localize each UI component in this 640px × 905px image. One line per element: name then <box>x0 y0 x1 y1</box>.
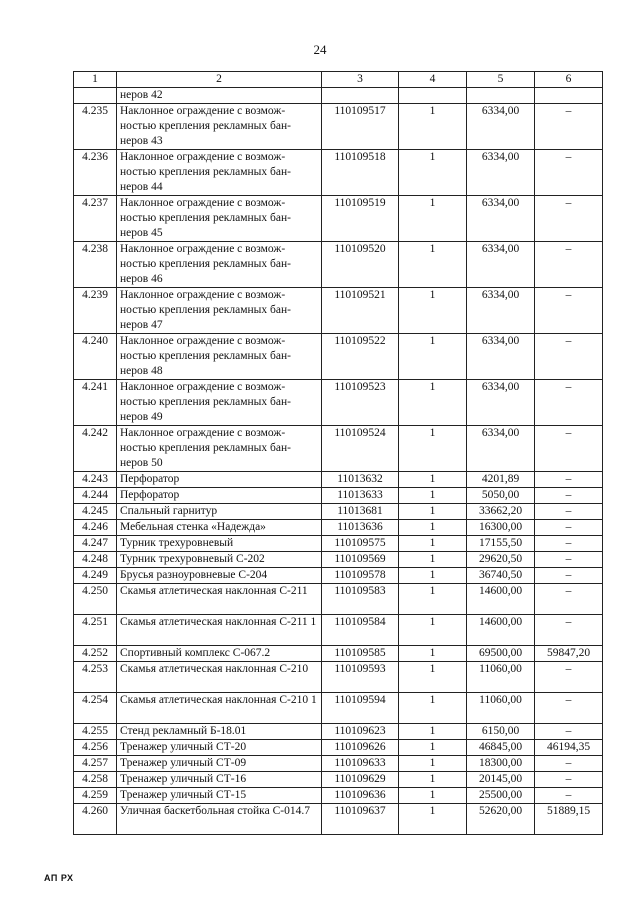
cell-inventory-number: 110109578 <box>322 568 399 584</box>
cell-residual-value: – <box>535 615 603 646</box>
cell-inventory-number: 110109522 <box>322 334 399 380</box>
cell-name: Турник трехуровневый <box>117 536 322 552</box>
cell-price: 46845,00 <box>467 740 535 756</box>
cell-quantity: 1 <box>399 380 467 426</box>
cell-number: 4.239 <box>74 288 117 334</box>
table-row <box>74 662 603 693</box>
cell-number: 4.251 <box>74 615 117 646</box>
table-row <box>74 242 603 288</box>
cell-inventory-number: 110109594 <box>322 693 399 724</box>
cell-name: Спальный гарнитур <box>117 504 322 520</box>
cell-price: 14600,00 <box>467 615 535 646</box>
cell-number: 4.249 <box>74 568 117 584</box>
table-row <box>74 288 603 334</box>
table-row <box>74 104 603 150</box>
cell-price: 6334,00 <box>467 196 535 242</box>
cell-number: 4.243 <box>74 472 117 488</box>
header-col-2: 2 <box>117 72 322 88</box>
cell-price: 25500,00 <box>467 788 535 804</box>
table-row <box>74 150 603 196</box>
cell-number: 4.257 <box>74 756 117 772</box>
cell-residual-value <box>535 88 603 104</box>
cell-residual-value: – <box>535 536 603 552</box>
table-row <box>74 520 603 536</box>
cell-name: Скамья атлетическая наклонная С-210 <box>117 662 322 693</box>
page-number: 24 <box>313 42 327 57</box>
cell-number: 4.235 <box>74 104 117 150</box>
cell-name: Наклонное ограждение с возмож-ностью крепления рекламных бан-неров 50 <box>117 426 322 472</box>
cell-residual-value: 59847,20 <box>535 646 603 662</box>
table-row <box>74 615 603 646</box>
cell-price: 4201,89 <box>467 472 535 488</box>
cell-number: 4.238 <box>74 242 117 288</box>
cell-residual-value: – <box>535 724 603 740</box>
cell-price: 14600,00 <box>467 584 535 615</box>
cell-residual-value: – <box>535 788 603 804</box>
cell-number: 4.237 <box>74 196 117 242</box>
cell-inventory-number: 110109626 <box>322 740 399 756</box>
table-row <box>74 646 603 662</box>
cell-residual-value: – <box>535 196 603 242</box>
cell-residual-value: – <box>535 662 603 693</box>
table-row <box>74 504 603 520</box>
cell-price: 69500,00 <box>467 646 535 662</box>
table-row <box>74 740 603 756</box>
table-row <box>74 804 603 835</box>
cell-name: Перфоратор <box>117 488 322 504</box>
cell-quantity: 1 <box>399 488 467 504</box>
table-row <box>74 196 603 242</box>
table-row <box>74 788 603 804</box>
cell-price: 29620,50 <box>467 552 535 568</box>
cell-residual-value: – <box>535 584 603 615</box>
cell-quantity: 1 <box>399 520 467 536</box>
cell-quantity: 1 <box>399 242 467 288</box>
cell-number: 4.247 <box>74 536 117 552</box>
cell-number: 4.246 <box>74 520 117 536</box>
cell-residual-value: – <box>535 104 603 150</box>
cell-name: Брусья разноуровневые С-204 <box>117 568 322 584</box>
cell-price: 11060,00 <box>467 662 535 693</box>
cell-number: 4.241 <box>74 380 117 426</box>
cell-quantity: 1 <box>399 646 467 662</box>
cell-residual-value: – <box>535 380 603 426</box>
table-row <box>74 724 603 740</box>
cell-residual-value: – <box>535 288 603 334</box>
cell-residual-value: – <box>535 334 603 380</box>
cell-price: 6334,00 <box>467 380 535 426</box>
table-row <box>74 488 603 504</box>
table-row <box>74 536 603 552</box>
cell-number: 4.255 <box>74 724 117 740</box>
cell-price: 6334,00 <box>467 242 535 288</box>
cell-quantity: 1 <box>399 568 467 584</box>
table-row <box>74 772 603 788</box>
cell-inventory-number: 110109629 <box>322 772 399 788</box>
cell-name: Стенд рекламный Б-18.01 <box>117 724 322 740</box>
header-col-4: 4 <box>399 72 467 88</box>
cell-residual-value: – <box>535 568 603 584</box>
cell-inventory-number: 110109593 <box>322 662 399 693</box>
cell-price: 6334,00 <box>467 288 535 334</box>
cell-name: неров 42 <box>117 88 322 104</box>
cell-number: 4.248 <box>74 552 117 568</box>
cell-number: 4.245 <box>74 504 117 520</box>
cell-name: Перфоратор <box>117 472 322 488</box>
cell-number: 4.236 <box>74 150 117 196</box>
cell-name: Наклонное ограждение с возмож-ностью крепления рекламных бан-неров 46 <box>117 242 322 288</box>
cell-quantity: 1 <box>399 504 467 520</box>
table-body <box>74 88 603 835</box>
cell-residual-value: – <box>535 426 603 472</box>
table-row <box>74 380 603 426</box>
cell-inventory-number: 110109569 <box>322 552 399 568</box>
cell-inventory-number: 110109518 <box>322 150 399 196</box>
cell-inventory-number: 11013632 <box>322 472 399 488</box>
cell-price: 5050,00 <box>467 488 535 504</box>
cell-inventory-number <box>322 88 399 104</box>
cell-quantity: 1 <box>399 196 467 242</box>
cell-price: 36740,50 <box>467 568 535 584</box>
cell-name: Тренажер уличный СТ-15 <box>117 788 322 804</box>
cell-quantity: 1 <box>399 804 467 835</box>
cell-quantity: 1 <box>399 584 467 615</box>
cell-inventory-number: 110109623 <box>322 724 399 740</box>
table-header <box>74 72 603 88</box>
cell-price: 16300,00 <box>467 520 535 536</box>
cell-name: Турник трехуровневый С-202 <box>117 552 322 568</box>
cell-residual-value: – <box>535 150 603 196</box>
cell-price: 20145,00 <box>467 772 535 788</box>
cell-inventory-number: 110109636 <box>322 788 399 804</box>
cell-name: Скамья атлетическая наклонная С-211 <box>117 584 322 615</box>
cell-number: 4.242 <box>74 426 117 472</box>
cell-price: 52620,00 <box>467 804 535 835</box>
cell-quantity: 1 <box>399 426 467 472</box>
header-col-5: 5 <box>467 72 535 88</box>
cell-number: 4.240 <box>74 334 117 380</box>
cell-inventory-number: 11013636 <box>322 520 399 536</box>
cell-inventory-number: 110109585 <box>322 646 399 662</box>
cell-name: Тренажер уличный СТ-16 <box>117 772 322 788</box>
cell-quantity: 1 <box>399 150 467 196</box>
cell-price <box>467 88 535 104</box>
cell-inventory-number: 110109521 <box>322 288 399 334</box>
cell-price: 6334,00 <box>467 334 535 380</box>
table-row <box>74 584 603 615</box>
cell-inventory-number: 110109520 <box>322 242 399 288</box>
cell-number: 4.254 <box>74 693 117 724</box>
table-row <box>74 693 603 724</box>
cell-quantity: 1 <box>399 693 467 724</box>
cell-number: 4.250 <box>74 584 117 615</box>
cell-quantity: 1 <box>399 724 467 740</box>
cell-name: Наклонное ограждение с возмож-ностью крепления рекламных бан-неров 49 <box>117 380 322 426</box>
cell-residual-value: 51889,15 <box>535 804 603 835</box>
cell-name: Тренажер уличный СТ-20 <box>117 740 322 756</box>
cell-name: Тренажер уличный СТ-09 <box>117 756 322 772</box>
cell-residual-value: – <box>535 488 603 504</box>
cell-quantity: 1 <box>399 740 467 756</box>
cell-quantity: 1 <box>399 788 467 804</box>
header-col-1: 1 <box>74 72 117 88</box>
cell-inventory-number: 110109519 <box>322 196 399 242</box>
cell-quantity: 1 <box>399 772 467 788</box>
cell-inventory-number: 110109517 <box>322 104 399 150</box>
cell-inventory-number: 110109575 <box>322 536 399 552</box>
cell-price: 33662,20 <box>467 504 535 520</box>
cell-name: Спортивный комплекс С-067.2 <box>117 646 322 662</box>
cell-residual-value: – <box>535 520 603 536</box>
cell-number: 4.252 <box>74 646 117 662</box>
inventory-table <box>73 71 603 835</box>
cell-quantity: 1 <box>399 334 467 380</box>
table-row <box>74 552 603 568</box>
cell-residual-value: – <box>535 772 603 788</box>
cell-quantity: 1 <box>399 536 467 552</box>
cell-residual-value: – <box>535 504 603 520</box>
cell-quantity: 1 <box>399 615 467 646</box>
cell-inventory-number: 11013633 <box>322 488 399 504</box>
table-row <box>74 88 603 104</box>
cell-inventory-number: 110109633 <box>322 756 399 772</box>
cell-inventory-number: 110109584 <box>322 615 399 646</box>
cell-name: Наклонное ограждение с возмож-ностью крепления рекламных бан-неров 43 <box>117 104 322 150</box>
cell-price: 6150,00 <box>467 724 535 740</box>
header-col-6: 6 <box>535 72 603 88</box>
cell-name: Уличная баскетбольная стойка С-014.7 <box>117 804 322 835</box>
cell-residual-value: 46194,35 <box>535 740 603 756</box>
cell-residual-value: – <box>535 242 603 288</box>
cell-number: 4.260 <box>74 804 117 835</box>
cell-inventory-number: 110109524 <box>322 426 399 472</box>
cell-quantity: 1 <box>399 756 467 772</box>
cell-price: 17155,50 <box>467 536 535 552</box>
cell-inventory-number: 110109583 <box>322 584 399 615</box>
cell-number: 4.259 <box>74 788 117 804</box>
cell-price: 6334,00 <box>467 426 535 472</box>
cell-quantity <box>399 88 467 104</box>
cell-number: 4.253 <box>74 662 117 693</box>
header-col-3: 3 <box>322 72 399 88</box>
cell-price: 6334,00 <box>467 150 535 196</box>
cell-name: Наклонное ограждение с возмож-ностью крепления рекламных бан-неров 47 <box>117 288 322 334</box>
table-row <box>74 472 603 488</box>
header-row <box>74 72 603 88</box>
table-row <box>74 756 603 772</box>
cell-price: 6334,00 <box>467 104 535 150</box>
cell-name: Наклонное ограждение с возмож-ностью крепления рекламных бан-неров 44 <box>117 150 322 196</box>
table-row <box>74 334 603 380</box>
cell-quantity: 1 <box>399 472 467 488</box>
cell-price: 18300,00 <box>467 756 535 772</box>
cell-name: Мебельная стенка «Надежда» <box>117 520 322 536</box>
cell-quantity: 1 <box>399 288 467 334</box>
cell-name: Скамья атлетическая наклонная С-210 1 <box>117 693 322 724</box>
cell-inventory-number: 110109523 <box>322 380 399 426</box>
cell-quantity: 1 <box>399 104 467 150</box>
cell-name: Наклонное ограждение с возмож-ностью крепления рекламных бан-неров 45 <box>117 196 322 242</box>
cell-quantity: 1 <box>399 552 467 568</box>
cell-name: Скамья атлетическая наклонная С-211 1 <box>117 615 322 646</box>
cell-residual-value: – <box>535 472 603 488</box>
cell-residual-value: – <box>535 756 603 772</box>
cell-number: 4.258 <box>74 772 117 788</box>
cell-price: 11060,00 <box>467 693 535 724</box>
cell-inventory-number: 11013681 <box>322 504 399 520</box>
cell-number: 4.244 <box>74 488 117 504</box>
table-row <box>74 426 603 472</box>
cell-residual-value: – <box>535 693 603 724</box>
cell-number <box>74 88 117 104</box>
cell-quantity: 1 <box>399 662 467 693</box>
cell-name: Наклонное ограждение с возмож-ностью крепления рекламных бан-неров 48 <box>117 334 322 380</box>
cell-residual-value: – <box>535 552 603 568</box>
cell-number: 4.256 <box>74 740 117 756</box>
cell-inventory-number: 110109637 <box>322 804 399 835</box>
footer-mark: АП РХ <box>44 873 74 883</box>
table-row <box>74 568 603 584</box>
